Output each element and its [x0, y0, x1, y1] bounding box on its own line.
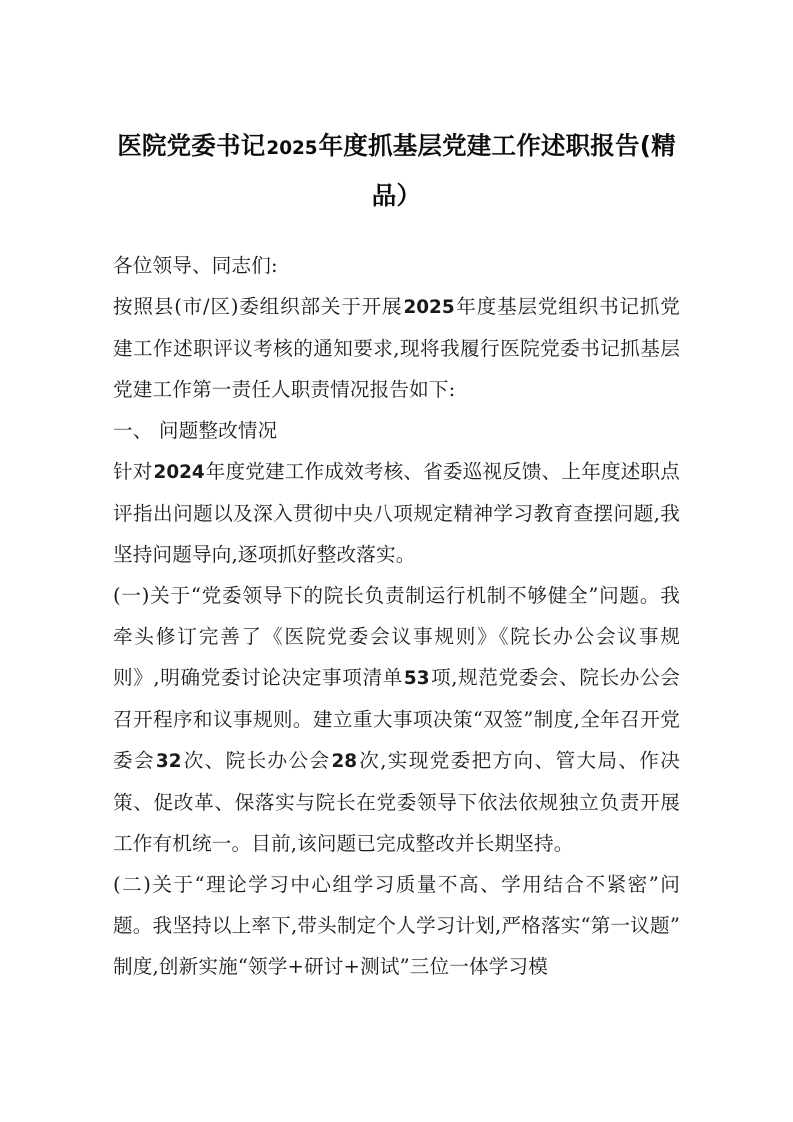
inline-figure: 2024	[153, 462, 205, 483]
paragraph-item-1: (一)关于“党委领导下的院长负责制运行机制不够健全”问题。我牵头修订完善了《医院党委会议事规则》《院长办公会议事规则》,明确党委讨论决定事项清单53项,规范党委会、院长办公会召开程序和议事规则。建立重大事项决策“双签”制度,全年召开党委会32次、院长办公会28次,实现党委把方向、管大局、作决策、促改革、保落实与院长在党委领导下依法依规独立负责开展工作有机统一。目前,该问题已完成整改并长期坚持。	[113, 584, 680, 855]
document-content	[113, 0, 680, 987]
salutation: 各位领导、同志们:	[113, 254, 278, 277]
inline-figure: 32	[155, 751, 182, 772]
inline-figure: 2025	[403, 297, 455, 318]
page-title: 医院党委书记2025年度抓基层党建工作述职报告(精品）	[117, 131, 676, 210]
inline-figure: 53	[403, 668, 430, 689]
section-heading-1: 一、 问题整改情况	[113, 419, 278, 442]
document-body	[113, 245, 680, 987]
paragraph-section-1-intro: 针对2024年度党建工作成效考核、省委巡视反馈、上年度述职点评指出问题以及深入贯彻中央八项规定精神学习教育查摆问题,我坚持问题导向,逐项抓好整改落实。	[113, 460, 680, 566]
paragraph-item-2: (二)关于“理论学习中心组学习质量不高、学用结合不紧密”问题。我坚持以上率下,带头制定个人学习计划,严格落实“第一议题”制度,创新实施“领学+研讨+测试”三位一体学习模	[113, 873, 680, 978]
inline-figure: 2025	[266, 138, 318, 159]
inline-figure: 28	[331, 751, 358, 772]
paragraph-intro: 按照县(市/区)委组织部关于开展2025年度基层党组织书记抓党建工作述职评议考核的通知要求,现将我履行医院党委书记抓基层党建工作第一责任人职责情况报告如下:	[113, 295, 680, 401]
